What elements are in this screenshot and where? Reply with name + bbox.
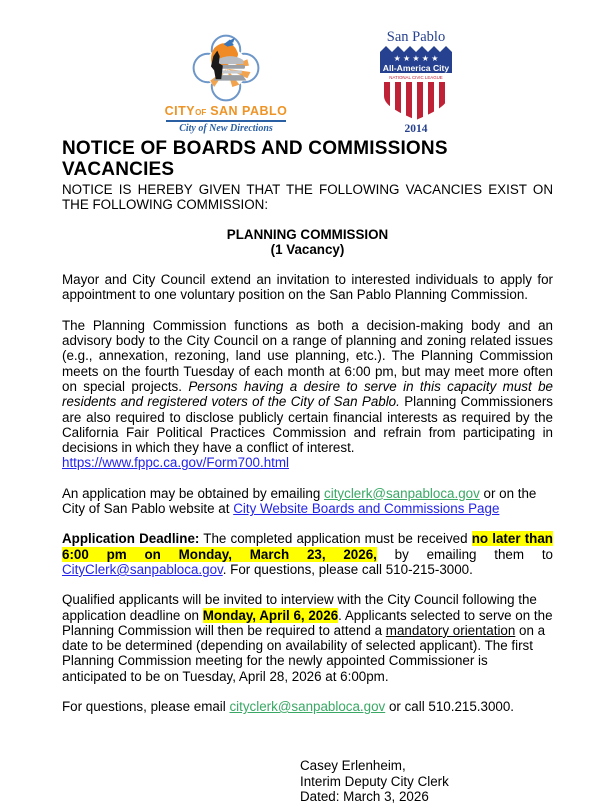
document-body: [0, 138, 614, 804]
text-run: An application may be obtained by emailing: [62, 485, 325, 501]
all-america-city-shield-icon: [376, 28, 456, 134]
document-header: [0, 0, 614, 138]
text-run: The Planning Commission functions as both a decision-making body and an advisory body to the City Council on a range of planning and zoning related issues (e.g., annexation, rezoning, land use planning, etc.). The Planning Commission meets on the fourth Tuesday of each month at 6:00 pm, but may meet more often on special projects.: [62, 317, 553, 394]
signer-title: Interim Deputy City Clerk: [300, 773, 449, 789]
commission-name: PLANNING COMMISSION: [226, 226, 389, 242]
text-run: Qualified applicants will be invited to interview with the City Council following the application deadline on: [62, 592, 537, 623]
text-run: . Applicants selected to serve on the Planning Commission will then be required to attend a: [62, 607, 553, 638]
boards-commissions-page-link[interactable]: City Website Boards and Commissions Page: [233, 501, 500, 517]
paragraph-application-deadline: [62, 531, 553, 577]
commission-heading: [62, 227, 553, 258]
notice-subtitle: NOTICE IS HEREBY GIVEN THAT THE FOLLOWING VACANCIES EXIST ON THE FOLLOWING COMMISSION:: [62, 182, 553, 213]
wordmark-divider: [166, 120, 286, 122]
interview-date-highlight: Monday, April 6, 2026: [202, 607, 339, 623]
svg-text:★ ★ ★ ★ ★: ★ ★ ★ ★ ★: [393, 54, 439, 63]
text-run: by emailing them to: [376, 546, 553, 562]
deadline-highlight: no later than 6:00 pm on Monday, March 23, 2026,: [62, 531, 553, 562]
paragraph-invitation: [62, 272, 553, 303]
svg-text:2014: 2014: [404, 123, 428, 134]
all-america-city-logo: [375, 28, 457, 139]
fppc-form700-link[interactable]: https://www.fppc.ca.gov/Form700.html: [62, 455, 289, 471]
text-run: Planning Commissioners are also required to disclose publicly certain financial interests as required by the California Fair Political Practices Commission and refrain from participating in decisions in which they have a conflict of interest.: [62, 394, 553, 456]
vacancy-count: (1 Vacancy): [270, 241, 345, 257]
paragraph-commission-functions: [62, 318, 553, 471]
signature-date: Dated: March 3, 2026: [300, 788, 429, 804]
text-run: or call 510.215.3000.: [385, 699, 515, 715]
paragraph-contact: [62, 699, 553, 714]
page-title: NOTICE OF BOARDS AND COMMISSIONS VACANCIES: [62, 138, 448, 180]
text-run: Mayor and City Council extend an invitation to interested individuals to apply for appointment to one voluntary position on the San Pablo Planning Commission.: [62, 272, 553, 303]
city-clerk-email-link[interactable]: CityClerk@sanpabloca.gov: [62, 561, 223, 577]
text-run: For questions, please email: [62, 699, 230, 715]
residency-requirement-italic: Persons having a desire to serve in this capacity must be residents and registered voters of the City of San Pablo.: [62, 378, 553, 410]
svg-text:All-America City: All-America City: [382, 63, 450, 73]
svg-text:San Pablo: San Pablo: [386, 29, 446, 45]
paragraph-interview-process: [62, 592, 553, 684]
signature-block: [300, 758, 553, 804]
city-tagline: City of New Directions: [179, 123, 273, 134]
city-clerk-email-link[interactable]: cityclerk@sanpabloca.gov: [229, 699, 386, 715]
signer-name: Casey Erlenheim,: [300, 758, 406, 774]
text-run: or on the City of San Pablo website at: [62, 485, 537, 517]
city-wordmark: CITYOF SAN PABLO: [164, 104, 288, 118]
mandatory-orientation-underline: mandatory orientation: [385, 622, 516, 638]
paragraph-application-info: [62, 486, 553, 517]
text-run: on a date to be determined (depending on availability of selected applicant). The first Planning Commission meeting for the newly appointed Commissioner is anticipated to be on Tuesday, April 28, 2026 at 6:00pm.: [62, 622, 546, 684]
city-seal-icon: [190, 34, 262, 102]
svg-text:NATIONAL CIVIC LEAGUE: NATIONAL CIVIC LEAGUE: [389, 75, 443, 80]
text-run: . For questions, please call 510-215-3000.: [222, 561, 473, 577]
text-run: The completed application must be received: [199, 531, 472, 547]
city-clerk-email-link[interactable]: cityclerk@sanpabloca.gov: [324, 485, 480, 501]
city-of-san-pablo-logo: [158, 34, 294, 134]
deadline-label: Application Deadline:: [62, 531, 200, 547]
